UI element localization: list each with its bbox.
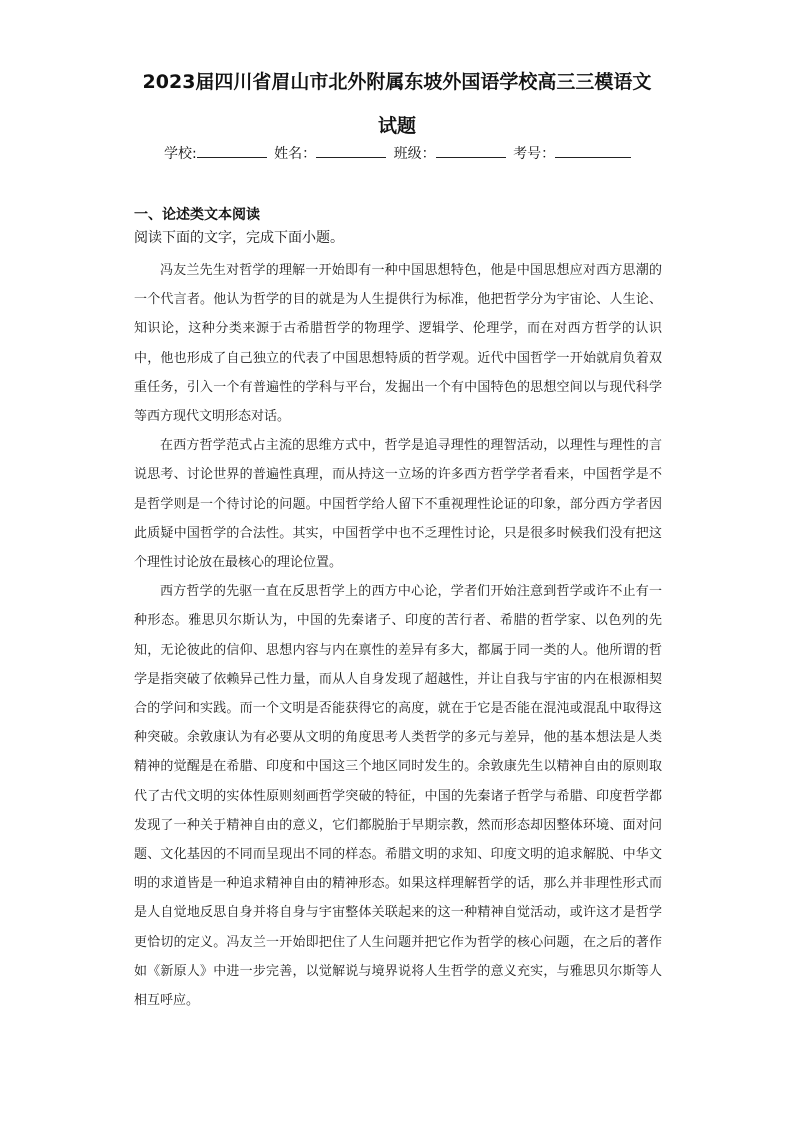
passage-paragraph-1: 冯友兰先生对哲学的理解一开始即有一种中国思想特色，他是中国思想应对西方思潮的一个代言者。他认为哲学的目的就是为人生提供行为标准，他把哲学分为宇宙论、人生论、知识论，这种分类来源于古希腊哲学的物理学、逻辑学、伦理学，而在对西方哲学的认识中，他也形成了自己独立的代表了中国思想特质的哲学观。近代中国哲学一开始就肩负着双重任务，引入一个有普遍性的学科与平台，发掘出一个有中国特色的思想空间以与现代科学等西方现代文明形态对话。	[134, 263, 662, 425]
section-heading: 一、论述类文本阅读	[134, 207, 260, 223]
document-title	[100, 60, 694, 148]
title-line-2: 试题	[377, 115, 416, 137]
class-label: 班级：	[393, 146, 436, 162]
name-label: 姓名：	[274, 146, 317, 162]
id-blank[interactable]	[555, 143, 631, 158]
passage-paragraph-2: 在西方哲学范式占主流的思维方式中，哲学是追寻理性的理智活动，以理性与理性的言说思考、讨论世界的普遍性真理，而从持这一立场的许多西方哲学学者看来，中国哲学是不是哲学则是一个待讨论的问题。中国哲学给人留下不重视理性论证的印象，部分西方学者因此质疑中国哲学的合法性。其实，中国哲学中也不乏理性讨论，只是很多时候我们没有把这个理性讨论放在最核心的理论位置。	[134, 438, 662, 571]
name-blank[interactable]	[316, 143, 386, 158]
school-blank[interactable]	[197, 143, 267, 158]
student-info-line	[164, 143, 684, 165]
passage-paragraph-3: 西方哲学的先驱一直在反思哲学上的西方中心论，学者们开始注意到哲学或许不止有一种形态。雅思贝尔斯认为，中国的先秦诸子、印度的苦行者、希腊的哲学家、以色列的先知，无论彼此的信仰、思想内容与内在禀性的差异有多大，都属于同一类的人。他所谓的哲学是指突破了依赖异己性力量，而从人自身发现了超越性，并让自我与宇宙的内在根源相契合的学问和实践。而一个文明是否能获得它的高度，就在于它是否能在混沌或混乱中取得这种突破。余敦康认为有必要从文明的角度思考人类哲学的多元与差异，他的基本想法是人类精神的觉醒是在希腊、印度和中国这三个地区同时发生的。余敦康先生以精神自由的原则取代了古代文明的实体性原则刻画哲学突破的特征，中国的先秦诸子哲学与希腊、印度哲学都发现了一种关于精神自由的意义，它们都脱胎于早期宗教，然而形态却因整体环境、面对问题、文化基因的不同而呈现出不同的样态。希腊文明的求知、印度文明的追求解脱、中华文明的求道皆是一种追求精神自由的精神形态。如果这样理解哲学的话，那么并非理性形式而是人自觉地反思自身并将自身与宇宙整体关联起来的这一种精神自觉活动，或许这才是哲学更恰切的定义。冯友兰一开始即把住了人生问题并把它作为哲学的核心问题，在之后的著作如《新原人》中进一步完善，以觉解说与境界说将人生哲学的意义充实，与雅思贝尔斯等人相互呼应。	[134, 584, 662, 1009]
instruction-text: 阅读下面的文字，完成下面小题。	[134, 230, 344, 246]
class-blank[interactable]	[436, 143, 506, 158]
school-label: 学校:	[164, 146, 197, 162]
passage-body	[134, 256, 662, 1015]
id-label: 考号：	[513, 146, 556, 162]
title-line-1: 2023届四川省眉山市北外附属东坡外国语学校高三三模语文	[142, 71, 652, 93]
